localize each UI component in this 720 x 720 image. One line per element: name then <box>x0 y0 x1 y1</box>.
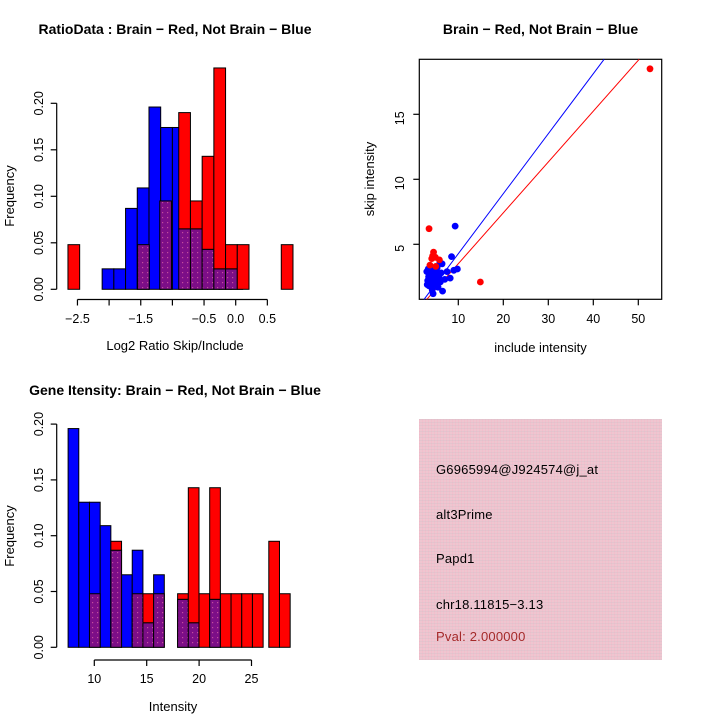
not-brain-point <box>439 288 446 295</box>
brain-bar <box>178 594 189 600</box>
not-brain-point <box>452 223 459 230</box>
brain-bar <box>279 594 290 648</box>
x-tick-label: 15 <box>139 672 154 686</box>
overlap-bar <box>214 269 226 289</box>
x-tick-label: 10 <box>87 672 102 686</box>
gene-name-label: Papd1 <box>436 551 475 566</box>
y-tick-label: 15 <box>393 111 407 126</box>
brain-bar <box>68 245 80 290</box>
pvalue-label: Pval: 2.000000 <box>436 629 526 644</box>
y-tick-label: 10 <box>393 176 407 191</box>
y-axis-label: skip intensity <box>362 141 377 217</box>
not-brain-point <box>454 266 461 273</box>
overlap-bar <box>160 201 172 289</box>
brain-bar <box>210 488 221 600</box>
brain-bar <box>214 68 226 269</box>
y-tick-label: 0.10 <box>32 184 46 209</box>
intensity_scatter-panel <box>362 21 662 355</box>
y-tick-label: 5 <box>393 244 407 252</box>
overlap-bar <box>210 599 221 647</box>
not-brain-point <box>430 290 437 297</box>
y-tick-label: 0.00 <box>32 277 46 302</box>
brain-point <box>477 279 484 286</box>
brain-point <box>436 257 443 264</box>
not-brain-bar <box>102 269 114 289</box>
y-tick-label: 0.15 <box>32 467 46 493</box>
brain-point <box>432 263 439 270</box>
brain-bar <box>202 156 214 249</box>
x-tick-label: −0.5 <box>191 312 217 326</box>
y-tick-label: 0.20 <box>32 91 46 116</box>
brain-bar <box>237 245 249 290</box>
brain-bar <box>226 245 238 269</box>
x-axis-label: Log2 Ratio Skip/Include <box>106 338 244 353</box>
not-brain-point <box>424 281 431 288</box>
not-brain-bar <box>122 575 133 648</box>
not-brain-bar <box>100 526 111 648</box>
overlap-bar <box>202 249 214 289</box>
not-brain-point <box>447 275 454 282</box>
overlap-bar <box>138 245 150 290</box>
panel-title: Gene Itensity: Brain − Red, Not Brain − Blue <box>29 382 321 398</box>
brain-bar <box>179 113 191 229</box>
not-brain-point <box>448 253 455 260</box>
overlap-bar <box>188 623 199 648</box>
brain-point <box>426 225 433 232</box>
brain-bar <box>281 245 293 290</box>
info-panel <box>419 419 662 660</box>
panel-title: Brain − Red, Not Brain − Blue <box>442 21 639 37</box>
overlap-bar <box>132 594 143 648</box>
y-tick-label: 0.05 <box>32 579 46 604</box>
brain-bar <box>190 201 202 229</box>
x-tick-label: 0.0 <box>227 312 245 326</box>
y-tick-label: 0.15 <box>32 137 46 162</box>
not-brain-point <box>431 277 438 284</box>
brain-bar <box>188 488 199 623</box>
brain-point <box>429 253 436 260</box>
brain-point <box>427 262 434 269</box>
brain-bar <box>269 541 280 647</box>
brain-bar <box>143 594 154 623</box>
brain-bar <box>252 594 263 648</box>
brain-bar <box>199 594 210 648</box>
overlap-bar <box>111 550 122 647</box>
not-brain-bar <box>114 269 126 289</box>
brain-point <box>647 65 654 72</box>
not-brain-bar <box>79 502 90 647</box>
not-brain-bar <box>68 429 79 648</box>
y-tick-label: 0.10 <box>32 523 46 548</box>
x-tick-label: 40 <box>586 312 601 326</box>
not-brain-point <box>444 268 451 275</box>
x-tick-label: 30 <box>541 312 556 326</box>
x-tick-label: 20 <box>192 672 207 686</box>
x-axis-label: include intensity <box>494 340 587 355</box>
brain-bar <box>242 594 253 648</box>
overlap-bar <box>143 623 154 648</box>
brain-bar <box>220 594 231 648</box>
x-tick-label: 10 <box>451 312 466 326</box>
x-tick-label: 25 <box>244 672 259 686</box>
overlap-bar <box>154 594 165 648</box>
y-tick-label: 0.00 <box>32 635 46 660</box>
x-tick-label: −2.5 <box>65 312 90 326</box>
overlap-bar <box>178 599 189 647</box>
overlap-bar <box>179 229 191 289</box>
genomic-location-label: chr18.11815−3.13 <box>436 597 544 612</box>
x-axis-label: Intensity <box>148 699 198 714</box>
event-type-label: alt3Prime <box>436 507 493 522</box>
not-brain-fit-line <box>424 59 604 299</box>
brain-fit-line <box>427 59 639 299</box>
x-tick-label: 0.5 <box>258 312 277 326</box>
overlap-bar <box>89 594 100 648</box>
brain-bar <box>111 541 122 550</box>
y-axis-label: Frequency <box>2 505 17 567</box>
panel-title: RatioData : Brain − Red, Not Brain − Blue <box>38 21 312 37</box>
overlap-bar <box>190 229 202 289</box>
plot-box <box>419 59 661 299</box>
ratio_histogram-panel <box>2 21 312 353</box>
y-axis-label: Frequency <box>2 165 17 227</box>
overlap-bar <box>226 269 238 289</box>
not-brain-bar <box>126 208 138 289</box>
x-tick-label: 20 <box>496 312 511 326</box>
y-tick-label: 0.05 <box>32 230 46 255</box>
gene_histogram-panel <box>2 382 321 714</box>
not-brain-bar <box>149 107 161 289</box>
probe-id-label: G6965994@J924574@j_at <box>436 462 599 477</box>
x-tick-label: 50 <box>631 312 646 326</box>
x-tick-label: −1.5 <box>128 312 154 326</box>
brain-bar <box>231 594 242 648</box>
y-tick-label: 0.20 <box>32 411 46 437</box>
